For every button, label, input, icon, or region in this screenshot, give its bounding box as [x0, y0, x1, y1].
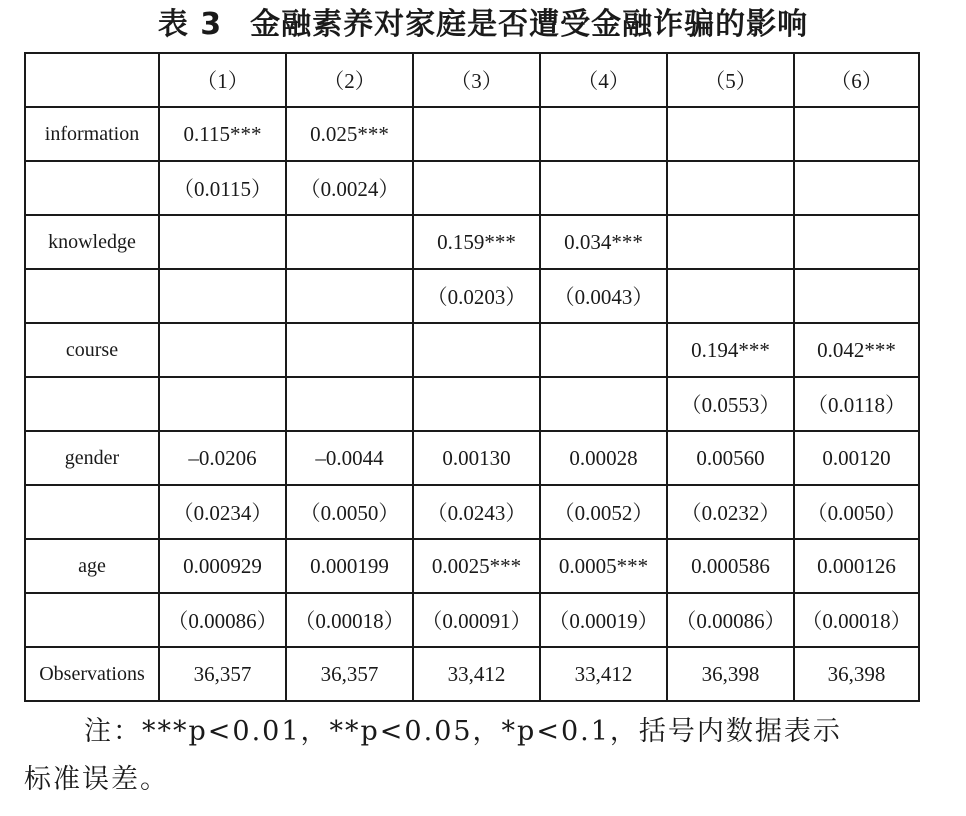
observations-cell: 33,412: [413, 647, 540, 701]
se-cell: [794, 269, 919, 323]
se-cell: （0.0115）: [159, 161, 286, 215]
coef-row-age: [25, 539, 919, 593]
se-cell: [159, 377, 286, 431]
coef-cell: 0.159***: [413, 215, 540, 269]
se-row-information: [25, 161, 919, 215]
se-cell: （0.00018）: [794, 593, 919, 647]
coef-row-gender: [25, 431, 919, 485]
coef-cell: 0.00560: [667, 431, 794, 485]
coef-cell: [667, 215, 794, 269]
variable-name: information: [25, 107, 159, 161]
coef-cell: 0.000929: [159, 539, 286, 593]
se-cell: （0.0050）: [286, 485, 413, 539]
variable-name: course: [25, 323, 159, 377]
regression-table: [24, 52, 920, 702]
coef-cell: [667, 107, 794, 161]
variable-name: gender: [25, 431, 159, 485]
observations-cell: 36,398: [667, 647, 794, 701]
observations-label: Observations: [25, 647, 159, 701]
coef-cell: 0.115***: [159, 107, 286, 161]
coef-cell: –0.0044: [286, 431, 413, 485]
se-cell: [413, 161, 540, 215]
coef-cell: [794, 107, 919, 161]
coef-cell: [159, 323, 286, 377]
se-cell: [794, 161, 919, 215]
blank-cell: [25, 485, 159, 539]
coef-cell: 0.00130: [413, 431, 540, 485]
coef-cell: 0.0005***: [540, 539, 667, 593]
se-cell: （0.00086）: [667, 593, 794, 647]
table-caption: [0, 6, 966, 44]
header-cell-empty: [25, 53, 159, 107]
coef-cell: [540, 323, 667, 377]
se-cell: （0.00086）: [159, 593, 286, 647]
se-cell: [286, 269, 413, 323]
coef-cell: 0.000586: [667, 539, 794, 593]
se-cell: [540, 377, 667, 431]
coef-cell: [413, 107, 540, 161]
se-cell: （0.0553）: [667, 377, 794, 431]
coef-cell: 0.025***: [286, 107, 413, 161]
note-line-2: 标准误差。: [24, 764, 169, 795]
coef-row-knowledge: [25, 215, 919, 269]
se-cell: [286, 377, 413, 431]
observations-cell: 36,357: [159, 647, 286, 701]
coef-cell: [413, 323, 540, 377]
observations-cell: 36,398: [794, 647, 919, 701]
header-row: [25, 53, 919, 107]
se-cell: （0.00019）: [540, 593, 667, 647]
blank-cell: [25, 593, 159, 647]
variable-name: age: [25, 539, 159, 593]
se-cell: （0.0052）: [540, 485, 667, 539]
coef-row-course: [25, 323, 919, 377]
se-row-course: [25, 377, 919, 431]
se-cell: （0.0203）: [413, 269, 540, 323]
observations-cell: 33,412: [540, 647, 667, 701]
se-row-gender: [25, 485, 919, 539]
se-cell: （0.0118）: [794, 377, 919, 431]
coef-cell: 0.194***: [667, 323, 794, 377]
header-cell: （6）: [794, 53, 919, 107]
coef-cell: 0.0025***: [413, 539, 540, 593]
blank-cell: [25, 161, 159, 215]
se-cell: [667, 269, 794, 323]
se-row-knowledge: [25, 269, 919, 323]
se-cell: [667, 161, 794, 215]
coef-cell: [159, 215, 286, 269]
coef-row-information: [25, 107, 919, 161]
table-title: 金融素养对家庭是否遭受金融诈骗的影响: [250, 7, 809, 42]
header-cell: （1）: [159, 53, 286, 107]
se-cell: （0.00091）: [413, 593, 540, 647]
variable-name: knowledge: [25, 215, 159, 269]
se-cell: （0.00018）: [286, 593, 413, 647]
coef-cell: [794, 215, 919, 269]
observations-cell: 36,357: [286, 647, 413, 701]
coef-cell: [286, 215, 413, 269]
coef-cell: 0.000199: [286, 539, 413, 593]
se-cell: [159, 269, 286, 323]
se-cell: [413, 377, 540, 431]
se-cell: （0.0234）: [159, 485, 286, 539]
coef-cell: 0.00028: [540, 431, 667, 485]
coef-cell: [286, 323, 413, 377]
coef-cell: –0.0206: [159, 431, 286, 485]
coef-cell: 0.042***: [794, 323, 919, 377]
se-cell: （0.0232）: [667, 485, 794, 539]
blank-cell: [25, 377, 159, 431]
coef-cell: 0.000126: [794, 539, 919, 593]
blank-cell: [25, 269, 159, 323]
header-cell: （2）: [286, 53, 413, 107]
observations-row: [25, 647, 919, 701]
note-line-1: 注：***p<0.01，**p<0.05，*p<0.1，括号内数据表示: [84, 716, 842, 747]
coef-cell: 0.034***: [540, 215, 667, 269]
se-row-age: [25, 593, 919, 647]
header-cell: （4）: [540, 53, 667, 107]
coef-cell: 0.00120: [794, 431, 919, 485]
se-cell: （0.0050）: [794, 485, 919, 539]
se-cell: （0.0243）: [413, 485, 540, 539]
se-cell: （0.0043）: [540, 269, 667, 323]
header-cell: （5）: [667, 53, 794, 107]
se-cell: [540, 161, 667, 215]
se-cell: （0.0024）: [286, 161, 413, 215]
table-number: 表 3: [157, 7, 223, 42]
header-cell: （3）: [413, 53, 540, 107]
table-body: [25, 53, 919, 701]
coef-cell: [540, 107, 667, 161]
table-note: [24, 708, 924, 804]
